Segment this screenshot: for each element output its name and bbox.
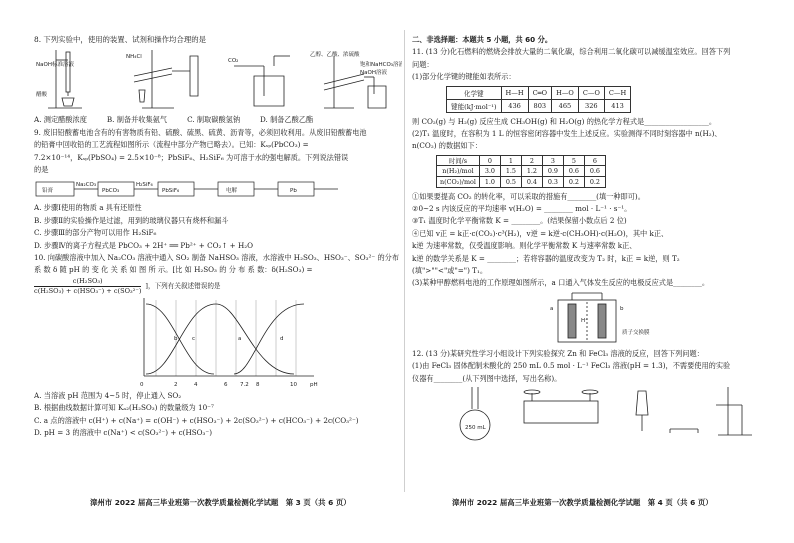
q11-after-1: ①如果要提高 CO₂ 的转化率，可以采取的措施有________(填一种即可)。 bbox=[412, 191, 645, 201]
q10-fraction-denominator: c(H₂SO₃) + c(HSO₃⁻) + c(SO₃²⁻) bbox=[34, 286, 142, 295]
flow-node-7: Pb bbox=[290, 188, 297, 195]
flow-node-5: PbSiF₆ bbox=[162, 188, 180, 195]
bond-value-2: 803 bbox=[528, 99, 551, 112]
h2-value-4: 0.9 bbox=[542, 166, 563, 177]
q10-distribution-chart bbox=[34, 296, 402, 390]
q11-after-5: k逆 为速率常数，仅受温度影响。则化学平衡常数 K 与速率常数 k正、 bbox=[412, 241, 637, 251]
q10-line-2: 系 数 δ 随 pH 的 变 化 关 系 如 图 所 示。[比 如 H₂SO₃ 的 分 布 系 数：δ(H₂SO₃) = bbox=[34, 265, 313, 275]
chart-tick-0: 0 bbox=[140, 381, 144, 388]
bond-value-3: 465 bbox=[552, 99, 579, 112]
q8-option-b[interactable]: B. 制备并收集氨气 bbox=[106, 115, 168, 125]
bond-table-header-row bbox=[447, 86, 631, 99]
q8-apparatus-drawing bbox=[34, 46, 402, 116]
q10-option-b[interactable]: B. 根据曲线数据计算可知 Kₐ₂(H₂SO₃) 的数量级为 10⁻⁷ bbox=[34, 403, 214, 413]
time-table-header-row bbox=[437, 155, 606, 166]
q10-option-a[interactable]: A. 当溶液 pH 范围为 4~5 时，停止通入 SO₂ bbox=[34, 390, 182, 400]
flask-label: 250 mL bbox=[465, 425, 486, 432]
section-heading: 二、非选择题：本题共 5 小题，共 60 分。 bbox=[412, 35, 553, 44]
flow-node-1: 铅膏 bbox=[42, 188, 54, 195]
flow-node-3: PbCO₃ bbox=[102, 188, 120, 195]
bond-value-5: 413 bbox=[604, 99, 630, 112]
time-header-0: 时间/s bbox=[437, 155, 480, 166]
q12-line-3: 仪器有________(从下列图中选择，写出名称)。 bbox=[412, 373, 562, 383]
time-header-5: 5 bbox=[563, 155, 584, 166]
q8-label-reagents: 乙醇、乙酸、浓硫酸 bbox=[310, 52, 360, 59]
bond-header-0: 化学键 bbox=[447, 86, 502, 99]
q12-line-1: 12. (13 分)某研究性学习小组设计下列实验探究 Zn 和 FeCl₃ 溶液的反应，回答下列问题： bbox=[412, 348, 704, 358]
q8-label-nahco3: 饱和NaHCO₃溶液 bbox=[360, 62, 402, 69]
co2-value-1: 1.0 bbox=[479, 177, 500, 188]
bond-header-4: C—O bbox=[578, 86, 604, 99]
q8-option-d[interactable]: D. 制备乙酸乙酯 bbox=[260, 115, 314, 125]
q8-option-a[interactable]: A. 测定醋酸浓度 bbox=[34, 115, 87, 125]
q8-option-c[interactable]: C. 制取碳酸氢钠 bbox=[187, 115, 241, 125]
h2-value-2: 1.5 bbox=[500, 166, 521, 177]
fuel-cell-drawing bbox=[412, 290, 786, 348]
cell-label-a: a bbox=[550, 305, 554, 312]
right-page-footer: 漳州市 2022 届高三毕业班第一次教学质量检测化学试题 第 4 页（共 6 页） bbox=[452, 498, 713, 507]
time-data-table bbox=[436, 155, 606, 188]
q8-label-nh4cl: NH₄Cl bbox=[126, 54, 142, 61]
q10-option-c[interactable]: C. a 点的溶液中 c(H⁺) + c(Na⁺) = c(OH⁻) + c(HSO₃⁻) + 2c(SO₃²⁻) + c(HCO₃⁻) + 2c(CO₃²⁻) bbox=[34, 415, 359, 425]
co2-value-5: 0.2 bbox=[563, 177, 584, 188]
q9-line-2: 的铅膏中回收铅的工艺流程如图所示（流程中部分产物已略去）。已知：Kₛₚ(PbCO₃) = bbox=[34, 140, 309, 150]
q11-mid-2: (2)T₁ 温度时，在容积为 1 L 的恒容密闭容器中发生上述反应。实验测得不同时刻容器中 n(H₂)、 bbox=[412, 129, 722, 139]
q11-intro-2: 问题： bbox=[412, 59, 434, 69]
bond-energy-table bbox=[446, 86, 631, 113]
chart-tick-2: 2 bbox=[174, 381, 178, 388]
flow-node-2: Na₂CO₃ bbox=[76, 182, 97, 189]
q9-option-a[interactable]: A. 步骤Ⅰ使用的物质 a 具有还原性 bbox=[34, 203, 142, 213]
burette-apparatus bbox=[48, 50, 82, 108]
q10-chart-drawing bbox=[34, 296, 402, 390]
left-page-footer: 漳州市 2022 届高三毕业班第一次教学质量检测化学试题 第 3 页（共 6 页） bbox=[90, 498, 351, 507]
chart-point-d: d bbox=[280, 335, 284, 342]
chart-tick-7-2: 7.2 bbox=[240, 381, 249, 388]
h2-row-label: n(H₂)/mol bbox=[437, 166, 480, 177]
ammonia-apparatus bbox=[134, 50, 198, 108]
column-divider bbox=[404, 30, 405, 492]
chart-tick-10: 10 bbox=[290, 381, 297, 388]
co2-row-label: n(CO₂)/mol bbox=[437, 177, 480, 188]
q9-option-b[interactable]: B. 步骤Ⅱ的实验操作是过滤，用到的玻璃仪器只有烧杯和漏斗 bbox=[34, 215, 229, 225]
h2-value-1: 3.0 bbox=[479, 166, 500, 177]
chart-tick-4: 4 bbox=[194, 381, 198, 388]
h2-value-6: 0.6 bbox=[584, 166, 605, 177]
q9-line-4: 的是 bbox=[34, 165, 49, 175]
co2-value-3: 0.4 bbox=[521, 177, 542, 188]
q12-instruments-drawing bbox=[412, 385, 786, 441]
fuel-cell-figure bbox=[412, 290, 786, 348]
h2-value-5: 0.6 bbox=[563, 166, 584, 177]
flow-node-6: 电解 bbox=[226, 188, 238, 195]
q8-label-co2: CO₂ bbox=[228, 58, 239, 65]
co2-value-2: 0.5 bbox=[500, 177, 521, 188]
cell-label-b: b bbox=[620, 305, 624, 312]
q11-mid-1: 则 CO₂(g) 与 H₂(g) 反应生成 CH₃OH(g) 和 H₂O(g) 的热化学方程式是__________________。 bbox=[412, 116, 717, 126]
chart-point-c: c bbox=[192, 335, 196, 342]
co2-value-4: 0.3 bbox=[542, 177, 563, 188]
time-table-row-h2 bbox=[437, 166, 606, 177]
q8-label-naoh: NaOH标准溶液 bbox=[36, 62, 74, 69]
q8-label-naoh-solution: NaOH溶液 bbox=[360, 70, 387, 77]
q10-fraction-numerator: c(H₂SO₃) bbox=[34, 277, 141, 287]
time-header-2: 1 bbox=[500, 155, 521, 166]
cell-label-membrane: 质子交换膜 bbox=[622, 329, 650, 336]
q9-flow-diagram bbox=[34, 176, 402, 202]
chart-axis-ph: pH bbox=[310, 381, 318, 388]
right-column bbox=[412, 34, 786, 441]
q8-label-acid: 醋酸 bbox=[36, 92, 48, 99]
q8-apparatus-figure bbox=[34, 46, 402, 116]
chart-tick-8: 8 bbox=[256, 381, 260, 388]
cell-label-hplus: H⁺ bbox=[581, 317, 589, 324]
q11-after-2: ②0~2 s 内该反应的平均速率 v(H₂O) = ________ mol · L⁻¹ · s⁻¹。 bbox=[412, 204, 632, 214]
h2-value-3: 1.2 bbox=[521, 166, 542, 177]
bond-header-2: C═O bbox=[528, 86, 551, 99]
bond-header-5: C—H bbox=[604, 86, 630, 99]
q11-after-3: ③T₁ 温度时化学平衡常数 K = ________。(结果保留小数点后 2 位) bbox=[412, 216, 627, 226]
bond-value-4: 326 bbox=[578, 99, 604, 112]
q11-after-6: k逆 的数学关系是 K = ________；若将容器的温度改变为 T₂ 时，k正 = k逆，则 T₂ bbox=[412, 253, 680, 263]
q8-stem: 8. 下列实验中，使用的装置、试剂和操作均合理的是 bbox=[34, 35, 206, 44]
q9-option-d[interactable]: D. 步骤Ⅳ的离子方程式是 PbCO₃ + 2H⁺ ══ Pb²⁺ + CO₂↑ + H₂O bbox=[34, 240, 254, 250]
q10-line-5: ]，下列有关叙述错误的是 bbox=[145, 281, 221, 290]
q11-after-7: (填">""<"或"=") T₁。 bbox=[412, 266, 488, 276]
q12-instruments-figure bbox=[412, 385, 786, 441]
chart-tick-6: 6 bbox=[224, 381, 228, 388]
left-column bbox=[34, 34, 402, 440]
bicarbonate-apparatus bbox=[234, 56, 290, 106]
q12-line-2: (1)由 FeCl₃ 固体配制未酸化的 250 mL 0.5 mol · L⁻¹ FeCl₃ 溶液(pH = 1.3)，不需要使用的实验 bbox=[412, 361, 731, 371]
time-header-6: 6 bbox=[584, 155, 605, 166]
q11-after-8: (3)某种甲醇燃料电池的工作原理如图所示，a 口通入气体发生反应的电极反应式是________。 bbox=[412, 278, 710, 288]
chart-point-a: a bbox=[238, 335, 242, 342]
q9-option-c[interactable]: C. 步骤Ⅲ的部分产物可以用作 H₂SiF₆ bbox=[34, 228, 157, 238]
q11-intro-3: (1)部分化学键的键能如表所示： bbox=[412, 72, 516, 82]
bond-value-1: 436 bbox=[501, 99, 528, 112]
flow-node-4: H₂SiF₆ bbox=[136, 182, 153, 189]
chart-point-b: b bbox=[174, 335, 178, 342]
q10-option-d[interactable]: D. pH = 3 的溶液中 c(Na⁺) < c(SO₃²⁻) + c(HSO₃⁻) bbox=[34, 428, 213, 438]
time-header-3: 2 bbox=[521, 155, 542, 166]
time-header-4: 3 bbox=[542, 155, 563, 166]
bond-table-value-row bbox=[447, 99, 631, 112]
q11-mid-3: n(CO₂) 的数据如下： bbox=[412, 141, 482, 151]
q10-line-1: 10. 向碳酸溶液中加入 Na₂CO₃ 溶液中通入 SO₂ 制备 NaHSO₃ 溶液，水溶液中 H₂SO₃、HSO₃⁻、SO₃²⁻ 的分布 bbox=[34, 253, 400, 263]
bond-header-1: H—H bbox=[501, 86, 528, 99]
q11-after-4: ④已知 v正 = k正·c(CO₂)·c³(H₂)，v逆 = k逆·c(CH₃OH)·c(H₂O)，其中 k正、 bbox=[412, 228, 669, 238]
time-table-row-co2 bbox=[437, 177, 606, 188]
q11-intro-1: 11. (13 分)化石燃料的燃烧会排放大量的二氧化碳，综合利用二氧化碳可以减缓温室效应。回答下列 bbox=[412, 47, 731, 57]
q9-line-3: 7.2×10⁻¹⁴，Kₛₚ(PbSO₄) = 2.5×10⁻⁸；PbSiF₆、H₂SiF₆ 为可溶于水的强电解质。下列说法错误 bbox=[34, 152, 349, 162]
time-header-1: 0 bbox=[479, 155, 500, 166]
q10-fraction bbox=[34, 277, 402, 296]
bond-header-3: H—O bbox=[552, 86, 579, 99]
bond-row-label: 键能(kJ·mol⁻¹) bbox=[447, 99, 502, 112]
q9-flow-drawing bbox=[34, 176, 402, 202]
co2-value-6: 0.2 bbox=[584, 177, 605, 188]
q9-line-1: 9. 废旧铅酸蓄电池含有的有害物质有铅、硫酸、硫黑、硫黄、沥青等，必须回收利用。从废旧铅酸蓄电池 bbox=[34, 127, 367, 137]
